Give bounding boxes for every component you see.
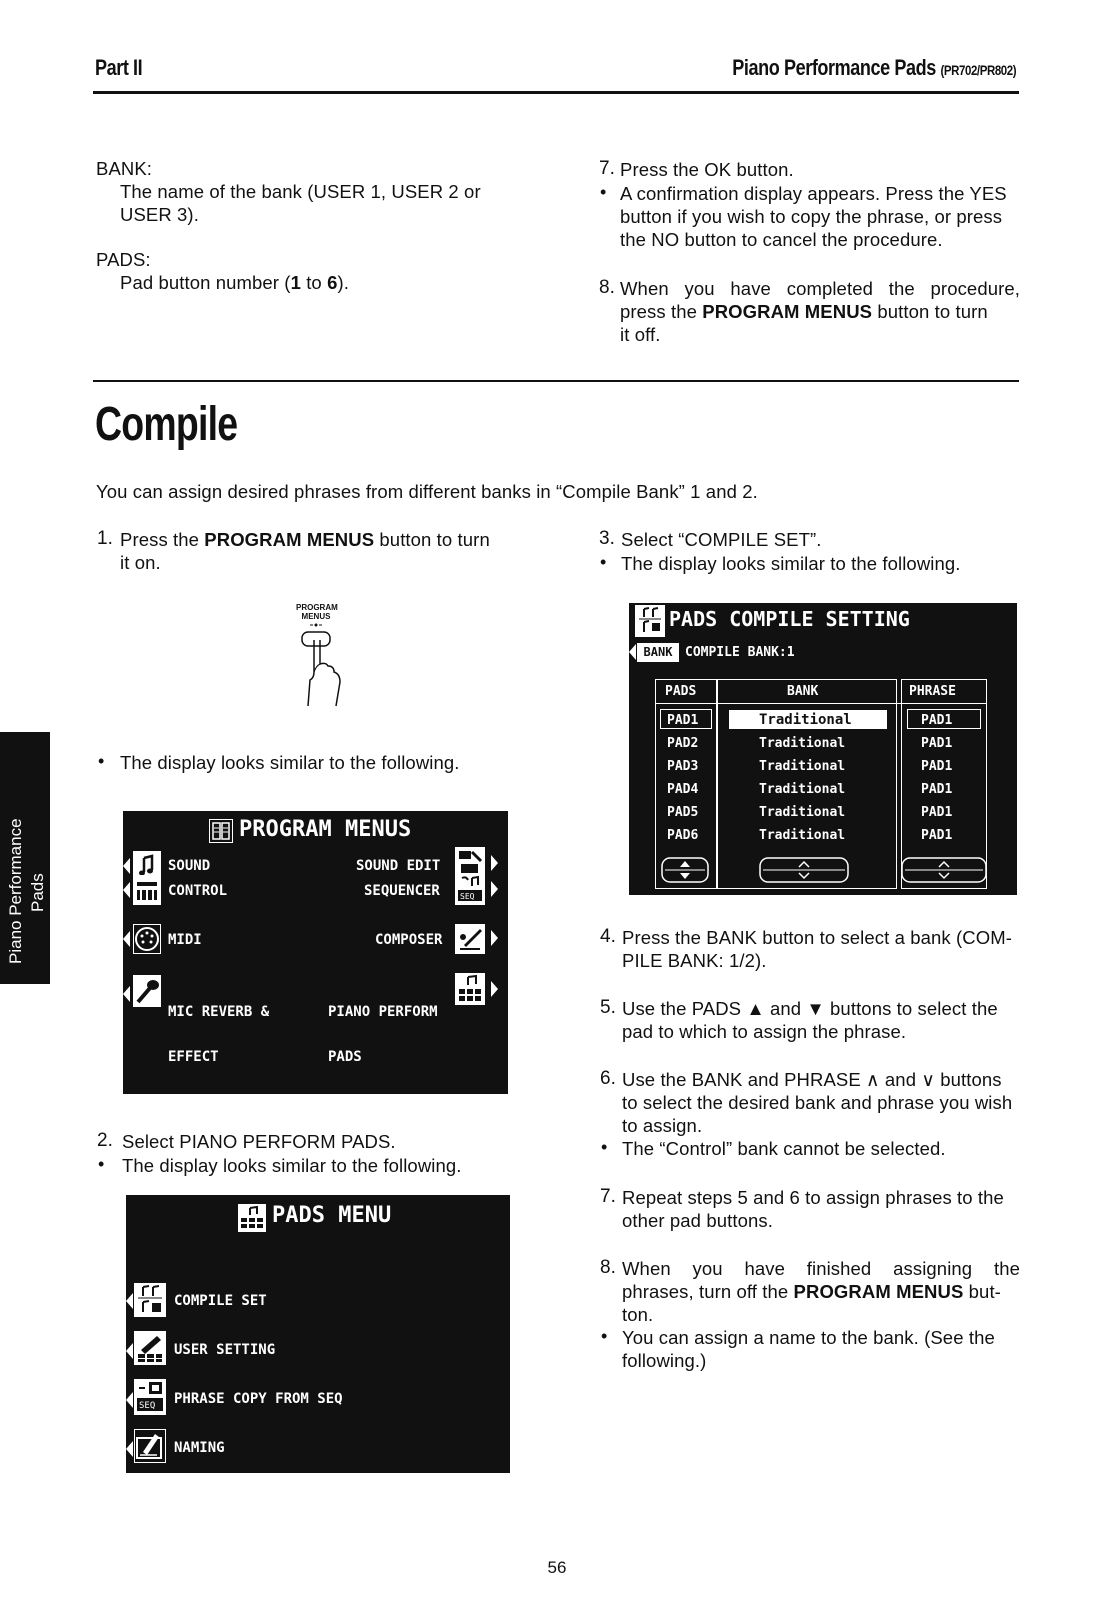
sequencer-icon[interactable] <box>455 873 485 905</box>
step4-line-2: PILE BANK: 1/2). <box>622 950 767 971</box>
step8-top-2b: PROGRAM MENUS <box>702 301 873 322</box>
step8-top-line-2 <box>620 300 988 323</box>
bullet7-line-1: A confirmation display appears. Press the YES <box>620 183 1007 204</box>
menu-item-piano-perform-pads[interactable] <box>328 975 438 1095</box>
step6-line-3: to assign. <box>622 1115 703 1136</box>
pad-row-1[interactable]: PAD1 <box>667 713 699 728</box>
pad-row-3[interactable]: PAD3 <box>667 759 699 774</box>
bank-row-6[interactable]: Traditional <box>759 828 846 843</box>
program-menus-label-1: PROGRAM <box>296 603 338 612</box>
step8-2c: but- <box>963 1281 1001 1302</box>
compile-bank-status: COMPILE BANK:1 <box>685 645 795 660</box>
bullet-dot: • <box>600 182 607 202</box>
phrase-copy-icon[interactable] <box>134 1379 166 1415</box>
side-tab-line-2: Pads <box>28 873 47 912</box>
pads-menu-phrase-copy[interactable]: PHRASE COPY FROM SEQ <box>174 1391 343 1407</box>
phrase-row-2[interactable]: PAD1 <box>921 736 953 751</box>
side-tab-line-1: Piano Performance <box>6 818 25 964</box>
program-menus-label-2: MENUS <box>301 612 331 621</box>
step6-line-2: to select the desired bank and phrase you wish <box>622 1092 1013 1113</box>
step8-top-2a: press the <box>620 301 703 322</box>
section-title: Compile <box>95 398 238 451</box>
step6-num: 6. <box>600 1068 616 1089</box>
mic-reverb-line-2: EFFECT <box>168 1049 219 1065</box>
page-number: 56 <box>547 1558 567 1577</box>
step7-top: Press the OK button. <box>620 159 794 180</box>
left-arrow-icon[interactable] <box>629 644 636 660</box>
step7-top-num: 7. <box>599 158 615 179</box>
bullet-dot: • <box>601 1137 608 1157</box>
step1-c: button to turn <box>374 529 490 550</box>
step1-a: Press the <box>120 529 205 550</box>
right-arrow-icon[interactable] <box>491 981 498 997</box>
step5-num: 5. <box>600 997 616 1018</box>
program-menus-title: PROGRAM MENUS <box>239 817 412 842</box>
section-rule <box>93 380 1019 382</box>
left-arrow-icon[interactable] <box>123 858 130 874</box>
bullet-dot: • <box>98 1154 105 1174</box>
step1-num: 1. <box>97 528 113 549</box>
svg-text:SEQ: SEQ <box>460 892 475 901</box>
step8-2a: phrases, turn off the <box>622 1281 794 1302</box>
pads-icon[interactable] <box>455 973 485 1005</box>
pads-menu-title-icon <box>238 1204 266 1232</box>
header-title-text: Piano Performance Pads <box>732 55 936 80</box>
bullet3-text: The display looks similar to the following. <box>621 553 961 574</box>
svg-text:SEQ: SEQ <box>139 1401 156 1411</box>
bullet-dot: • <box>98 751 105 771</box>
compile-icon[interactable] <box>134 1283 166 1317</box>
header-part: Part II <box>95 55 143 80</box>
step8-line-3: ton. <box>622 1304 654 1325</box>
pads-menu-title: PADS MENU <box>272 1203 392 1228</box>
step8-line-1: When you have finished assigning the <box>622 1258 1020 1279</box>
phrase-row-3[interactable]: PAD1 <box>921 759 953 774</box>
step5-line-2: pad to which to assign the phrase. <box>622 1021 907 1042</box>
step8-num: 8. <box>600 1257 616 1278</box>
phrase-row-5[interactable]: PAD1 <box>921 805 953 820</box>
left-arrow-icon[interactable] <box>126 1293 133 1309</box>
step2-num: 2. <box>97 1130 113 1151</box>
bullet8-line-2: following.) <box>622 1350 707 1371</box>
program-menus-display <box>123 811 508 1094</box>
compile-setting-title: PADS COMPILE SETTING <box>669 607 910 631</box>
step3-num: 3. <box>599 528 615 549</box>
header-title <box>732 55 1016 81</box>
pads-desc-1: 1 <box>290 272 301 293</box>
left-arrow-icon[interactable] <box>123 882 130 898</box>
pads-desc-prefix: Pad button number ( <box>120 272 291 293</box>
piano-perform-line-1: PIANO PERFORM <box>328 1004 438 1020</box>
step7-line-2: other pad buttons. <box>622 1210 773 1231</box>
bullet7-line-2: button if you wish to copy the phrase, or press <box>620 206 1003 227</box>
step1-line-1 <box>120 528 490 551</box>
side-tab <box>0 732 50 984</box>
pad-row-2[interactable]: PAD2 <box>667 736 699 751</box>
column-header-phrase: PHRASE <box>909 684 956 699</box>
pads-desc-suffix: ). <box>337 272 349 293</box>
step8-top-2c: button to turn <box>872 301 988 322</box>
bank-row-1[interactable]: Traditional <box>759 712 852 728</box>
program-menus-title-icon <box>209 819 233 843</box>
bank-row-4[interactable]: Traditional <box>759 782 846 797</box>
step8-line-2 <box>622 1280 1001 1303</box>
compile-title-icon <box>635 605 665 637</box>
pads-up-down-icon[interactable] <box>661 857 709 883</box>
control-icon[interactable] <box>133 875 161 905</box>
bank-row-2[interactable]: Traditional <box>759 736 846 751</box>
pads-label: PADS: <box>96 249 151 270</box>
bank-row-5[interactable]: Traditional <box>759 805 846 820</box>
step3-text: Select “COMPILE SET”. <box>621 529 822 550</box>
user-setting-icon[interactable] <box>134 1331 166 1365</box>
step8-top-line-1: When you have completed the procedure, <box>620 278 1020 299</box>
menu-item-mic-reverb[interactable] <box>168 975 269 1095</box>
column-header-pads: PADS <box>665 684 697 699</box>
midi-icon[interactable] <box>133 924 161 954</box>
phrase-up-down-icon[interactable] <box>901 857 987 883</box>
bank-desc-2: USER 3). <box>120 204 199 225</box>
naming-icon[interactable] <box>134 1429 166 1463</box>
right-arrow-icon[interactable] <box>491 930 498 946</box>
pad-row-4[interactable]: PAD4 <box>667 782 699 797</box>
header-rule <box>93 91 1019 94</box>
left-arrow-icon[interactable] <box>126 1343 133 1359</box>
step8-2b: PROGRAM MENUS <box>793 1281 964 1302</box>
step8-top-line-3: it off. <box>620 324 661 345</box>
pads-menu-naming[interactable]: NAMING <box>174 1440 225 1456</box>
right-arrow-icon[interactable] <box>491 855 498 871</box>
header-divider <box>655 703 987 704</box>
bullet2-text: The display looks similar to the following. <box>122 1155 462 1176</box>
left-arrow-icon[interactable] <box>126 1441 133 1457</box>
left-arrow-icon[interactable] <box>123 986 130 1002</box>
step2-text: Select PIANO PERFORM PADS. <box>122 1131 396 1152</box>
right-arrow-icon[interactable] <box>491 881 498 897</box>
pads-menu-user-setting[interactable]: USER SETTING <box>174 1342 276 1358</box>
menu-item-midi[interactable]: MIDI <box>168 932 202 948</box>
hand-pressing-button-icon <box>296 622 356 712</box>
left-arrow-icon[interactable] <box>123 931 130 947</box>
step7-line-1: Repeat steps 5 and 6 to assign phrases to the <box>622 1187 1004 1208</box>
bank-row-3[interactable]: Traditional <box>759 759 846 774</box>
bullet6-text: The “Control” bank cannot be selected. <box>622 1138 946 1159</box>
bullet-dot: • <box>600 552 607 572</box>
menu-item-control[interactable]: CONTROL <box>168 883 228 899</box>
column-header-bank: BANK <box>787 684 819 699</box>
pads-menu-display <box>126 1195 510 1473</box>
step4-num: 4. <box>600 926 616 947</box>
composer-icon[interactable] <box>455 924 485 954</box>
phrase-row-1[interactable]: PAD1 <box>921 713 953 728</box>
bank-desc-1: The name of the bank (USER 1, USER 2 or <box>120 181 481 202</box>
menu-item-sound[interactable]: SOUND <box>168 858 211 874</box>
step4-line-1: Press the BANK button to select a bank (COM- <box>622 927 1012 948</box>
step7-num: 7. <box>600 1186 616 1207</box>
bullet8-line-1: You can assign a name to the bank. (See the <box>622 1327 995 1348</box>
pad-row-5[interactable]: PAD5 <box>667 805 699 820</box>
mic-reverb-line-1: MIC REVERB & <box>168 1004 270 1020</box>
bullet1-text: The display looks similar to the following. <box>120 752 460 773</box>
left-arrow-icon[interactable] <box>126 1392 133 1408</box>
piano-perform-line-2: PADS <box>328 1049 362 1065</box>
step6-line-1: Use the BANK and PHRASE ∧ and ∨ buttons <box>622 1069 1002 1090</box>
compile-setting-display <box>629 603 1017 895</box>
bullet-dot: • <box>601 1326 608 1346</box>
mic-icon[interactable] <box>133 975 161 1007</box>
pads-menu-compile-set[interactable]: COMPILE SET <box>174 1293 267 1309</box>
phrase-row-6[interactable]: PAD1 <box>921 828 953 843</box>
header-model: (PR702/PR802) <box>940 62 1016 78</box>
menu-item-composer[interactable]: COMPOSER <box>375 932 443 948</box>
pads-desc <box>120 271 349 294</box>
bank-button[interactable]: BANK <box>637 643 679 662</box>
bank-label: BANK: <box>96 158 153 179</box>
phrase-row-4[interactable]: PAD1 <box>921 782 953 797</box>
step5-line-1: Use the PADS ▲ and ▼ buttons to select the <box>622 998 998 1019</box>
pads-desc-mid: to <box>300 272 328 293</box>
program-menus-button-label <box>296 603 336 621</box>
step8-top-num: 8. <box>599 277 615 298</box>
section-intro: You can assign desired phrases from different banks in “Compile Bank” 1 and 2. <box>96 481 758 502</box>
menu-item-sequencer[interactable]: SEQUENCER <box>364 883 440 899</box>
pad-row-6[interactable]: PAD6 <box>667 828 699 843</box>
bank-up-down-icon[interactable] <box>759 857 849 883</box>
bullet7-line-3: the NO button to cancel the procedure. <box>620 229 943 250</box>
pads-desc-6: 6 <box>327 272 338 293</box>
menu-item-sound-edit[interactable]: SOUND EDIT <box>356 858 441 874</box>
step1-line-2: it on. <box>120 552 161 573</box>
step1-b: PROGRAM MENUS <box>204 529 375 550</box>
